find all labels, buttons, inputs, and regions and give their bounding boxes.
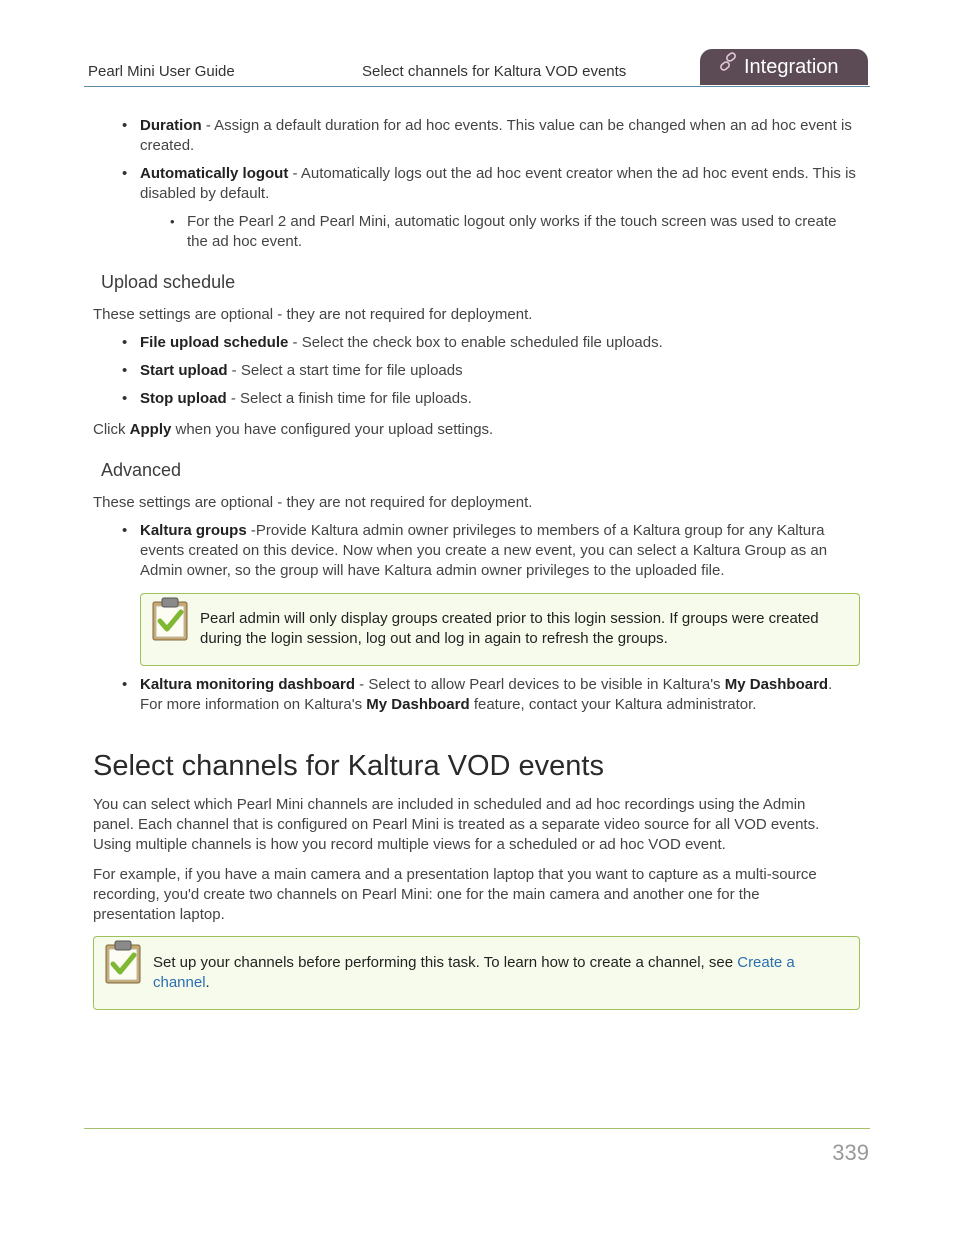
bullet-monitoring-dashboard: Kaltura monitoring dashboard - Select to allow Pearl devices to be visible in Kaltura's My Dashboard. For more information on Kaltura's My Dashboard feature, contact your Kaltura administrator.: [140, 676, 833, 713]
bullet-kaltura-groups: Kaltura groups -Provide Kaltura admin owner privileges to members of a Kaltura group for any Kaltura events created on this device. Now when you create a new event, you can select a Kaltura Group as an Admin owner, so the group will have Kaltura admin owner privileges to the uploaded file.: [140, 522, 828, 579]
sub-bullet-dot: •: [170, 214, 175, 229]
bullet-dot: •: [122, 676, 128, 693]
bullet-dot: •: [122, 390, 128, 407]
bullet-duration: Duration - Assign a default duration for ad hoc events. This value can be changed when an ad hoc event is created.: [140, 117, 852, 154]
bullet-file-upload-schedule: File upload schedule - Select the check box to enable scheduled file uploads.: [140, 334, 663, 351]
section-para-1: You can select which Pearl Mini channels are included in scheduled and ad hoc recordings using the Admin panel. Each channel that is configured on Pearl Mini is treated as a separate video source for all VOD events. Using multiple channels is how you record multiple views for a scheduled or ad hoc VOD event.: [93, 796, 820, 853]
checklist-icon: [104, 939, 142, 991]
apply-instruction: Click Apply when you have configured your upload settings.: [93, 421, 494, 438]
advanced-heading: Advanced: [101, 460, 182, 480]
integration-tab[interactable]: [700, 49, 868, 85]
bullet-dot: •: [122, 334, 128, 351]
bullet-start-upload: Start upload - Select a start time for file uploads: [140, 362, 463, 379]
bullet-auto-logout: Automatically logout - Automatically logs out the ad hoc event creator when the ad hoc event ends. This is disabled by default.: [140, 165, 856, 202]
bullet-dot: •: [122, 165, 128, 182]
guide-title: Pearl Mini User Guide: [88, 63, 235, 80]
note-channels-text: Set up your channels before performing this task. To learn how to create a channel, see Create a channel.: [153, 954, 795, 991]
bullet-dot: •: [122, 117, 128, 134]
note-box-channels: [93, 936, 860, 1010]
section-heading: Select channels for Kaltura VOD events: [93, 750, 604, 782]
upload-schedule-intro: These settings are optional - they are not required for deployment.: [93, 306, 533, 323]
advanced-intro: These settings are optional - they are not required for deployment.: [93, 494, 533, 511]
note-groups-text: Pearl admin will only display groups created prior to this login session. If groups were created during the login session, log out and log in again to refresh the groups.: [200, 610, 819, 647]
footer-divider: [84, 1128, 870, 1129]
create-channel-link[interactable]: Create a channel: [153, 954, 795, 991]
page-number: 339: [832, 1140, 869, 1165]
checklist-icon: [151, 596, 189, 648]
section-para-2: For example, if you have a main camera and a presentation laptop that you want to capture as a multi-source recording, you'd create two channels on Pearl Mini: one for the main camera and another one for the presentation laptop.: [93, 866, 817, 923]
bullet-dot: •: [122, 522, 128, 539]
upload-schedule-heading: Upload schedule: [101, 272, 236, 292]
header-section-title: Select channels for Kaltura VOD events: [362, 63, 627, 80]
bullet-dot: •: [122, 362, 128, 379]
note-box-groups: [140, 593, 860, 666]
tab-label: Integration: [744, 56, 839, 78]
header-divider: [84, 86, 870, 87]
sub-bullet-auto-logout-note: For the Pearl 2 and Pearl Mini, automatic logout only works if the touch screen was used to create the ad hoc event.: [187, 213, 837, 250]
link-icon: [718, 48, 738, 84]
bullet-stop-upload: Stop upload - Select a finish time for file uploads.: [140, 390, 472, 407]
